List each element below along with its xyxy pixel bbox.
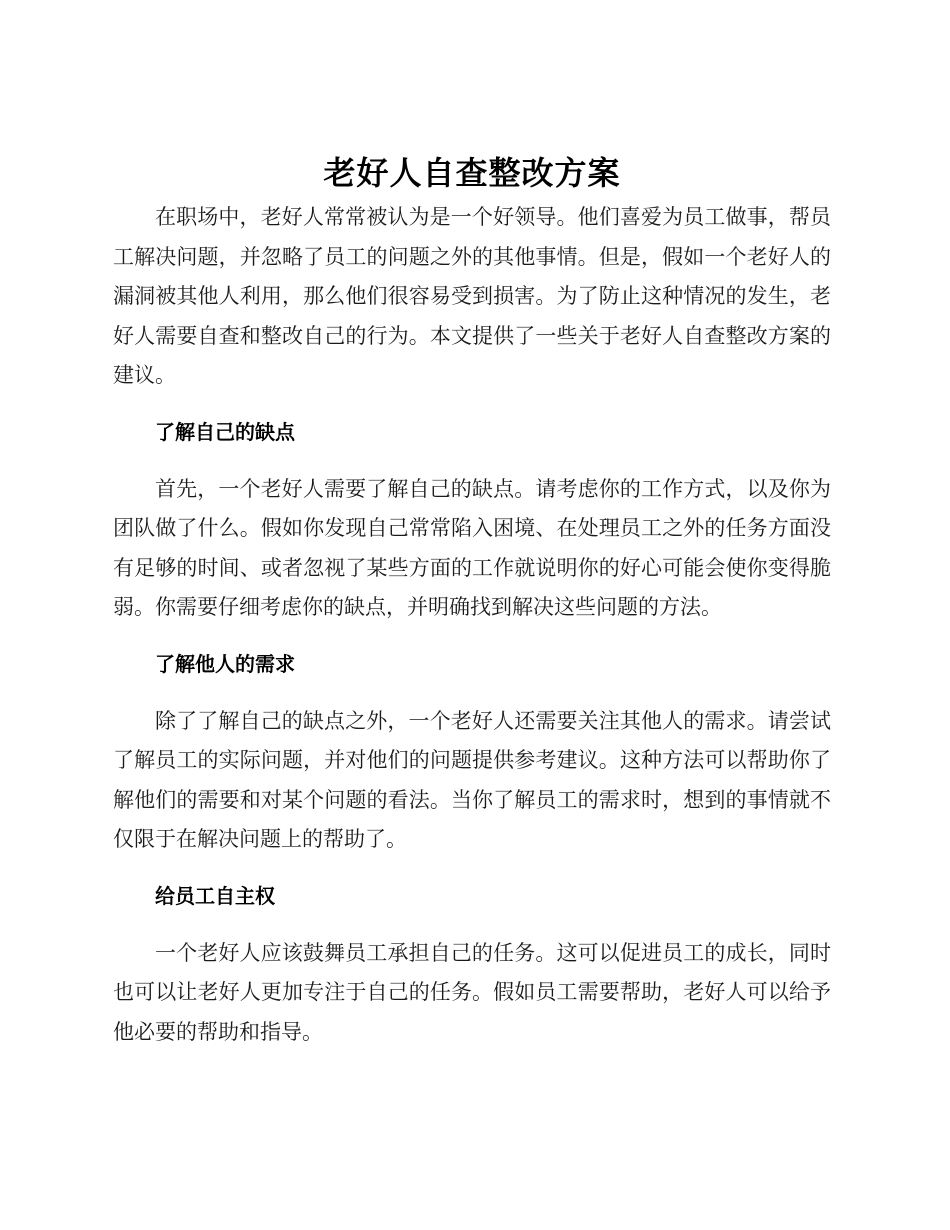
document-content [113, 148, 831, 1052]
section-paragraph: 首先，一个老好人需要了解自己的缺点。请考虑你的工作方式，以及你为团队做了什么。假如你发现自己常常陷入困境、在处理员工之外的任务方面没有足够的时间、或者忽视了某些方面的工作就说明你的好心可能会使你变得脆弱。你需要仔细考虑你的缺点，并明确找到解决这些问题的方法。 [113, 476, 831, 619]
document-title: 老好人自查整改方案 [323, 154, 621, 192]
section-heading: 了解他人的需求 [155, 651, 295, 676]
section-heading: 了解自己的缺点 [155, 419, 295, 444]
intro-paragraph: 在职场中，老好人常常被认为是一个好领导。他们喜爱为员工做事，帮员工解决问题，并忽略了员工的问题之外的其他事情。但是，假如一个老好人的漏洞被其他人利用，那么他们很容易受到损害。为了防止这种情况的发生，老好人需要自查和整改自己的行为。本文提供了一些关于老好人自查整改方案的建议。 [113, 205, 831, 387]
section-paragraph: 一个老好人应该鼓舞员工承担自己的任务。这可以促进员工的成长，同时也可以让老好人更加专注于自己的任务。假如员工需要帮助，老好人可以给予他必要的帮助和指导。 [113, 940, 831, 1044]
section-paragraph: 除了了解自己的缺点之外，一个老好人还需要关注其他人的需求。请尝试了解员工的实际问题，并对他们的问题提供参考建议。这种方法可以帮助你了解他们的需要和对某个问题的看法。当你了解员工的需求时，想到的事情就不仅限于在解决问题上的帮助了。 [113, 708, 831, 851]
section-heading: 给员工自主权 [155, 883, 275, 908]
